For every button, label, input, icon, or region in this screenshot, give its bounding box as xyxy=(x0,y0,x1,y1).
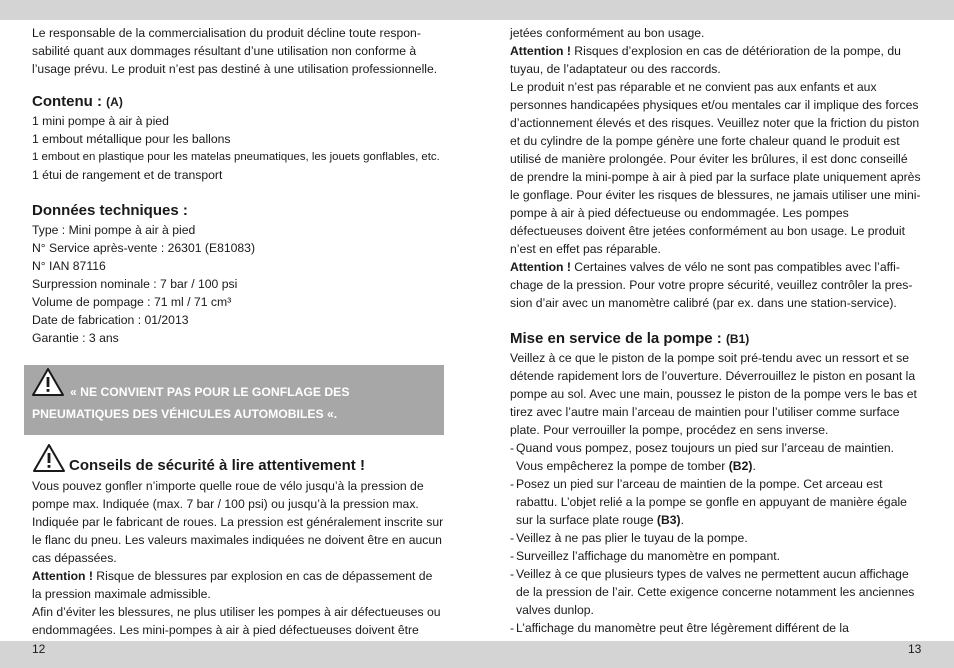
page-number-left: 12 xyxy=(32,642,46,656)
continued-line: jetées conformément au bon usage. xyxy=(510,26,705,40)
safety-heading-row xyxy=(32,443,444,477)
figure-ref-b3: (B3) xyxy=(656,513,681,527)
setup-intro: Veillez à ce que le piston de la pompe soit pré-tendu avec un ressort et se détende rapidement lors de l’ouverture. Déverrouillez le piston en posant la pompe au sol. Avec une main, poussez le piston de la pompe vers le bas et tirez avec l’autre main l’arceau de maintien pour l’utiliser comme surface plate. Pour verrouiller la pompe, procédez en sens inverse. xyxy=(510,351,917,437)
bullet-text-main: Posez un pied sur l’arceau de maintien de la pompe. Cet arceau est rabattu. L’objet relié a la pompe se gonfle en appuyant de manière égale sur la surface plate rouge xyxy=(516,477,907,527)
bullet-dash: - xyxy=(510,549,515,563)
bullet-text: L’affichage du manomètre peut être légèrement différent de la xyxy=(516,621,849,635)
contents-list xyxy=(32,112,444,184)
setup-heading-text: Mise en service de la pompe : xyxy=(510,330,722,347)
spec-line: Type : Mini pompe à air à pied xyxy=(32,223,196,237)
setup-figure-ref: (B1) xyxy=(725,332,750,346)
warning-triangle-icon xyxy=(31,367,65,397)
safety-paragraph-2 xyxy=(32,567,444,603)
header-bar xyxy=(0,0,954,20)
list-item xyxy=(510,475,922,529)
contents-figure-ref: (A) xyxy=(106,95,123,109)
technical-list xyxy=(32,221,444,347)
contents-heading xyxy=(32,92,444,112)
product-paragraph: Le produit n’est pas réparable et ne convient pas aux enfants et aux personnes handicapées physiques et/ou mentales car il implique des forces d’actionnement élevés et des risques. Veuillez noter que la friction du piston et du cylindre de la pompe génère une forte chaleur quand le produit est utilisé de manière prolongée. Pour éviter les brûlures, il est donc conseillé de prendre la mini-pompe à air à pied par la surface plate uniquement après le gonflage. Pour éviter les risques de blessures, ne jamais utiliser une mini-pompe à air à pied défectueuse ou endommagée. Les pompes défectueuses doivent être jetées conformément au bon usage. Le produit n’est en effet pas réparable. xyxy=(510,80,921,256)
bullet-dash: - xyxy=(510,531,515,545)
bullet-text-end: . xyxy=(752,459,756,473)
technical-heading: Données techniques : xyxy=(32,202,188,219)
figure-ref-b2: (B2) xyxy=(728,459,753,473)
spec-line: Surpression nominale : 7 bar / 100 psi xyxy=(32,277,238,291)
bullet-text xyxy=(516,439,922,475)
attention-paragraph-2 xyxy=(510,258,922,312)
attention-paragraph-1 xyxy=(510,42,922,78)
bullet-text-end: . xyxy=(680,513,685,527)
page-number-right: 13 xyxy=(908,642,922,656)
safety-heading: Conseils de sécurité à lire attentivement ! xyxy=(69,457,365,474)
left-page-content xyxy=(32,24,444,639)
safety-paragraph-1: Vous pouvez gonfler n’importe quelle roue de vélo jusqu’à la pression de pompe max. Indiquée (max. 7 bar / 100 psi) ou jusqu’à la pression max. Indiquée par le fabricant de roues. La pression est généralement inscrite sur le flanc du pneu. Les valeurs maximales indiquées ne doivent être en aucun cas dépassées. xyxy=(32,479,444,565)
bullet-dash: - xyxy=(510,477,515,491)
bullet-text-main: Quand vous pompez, posez toujours un pied sur l’arceau de maintien. Vous empêcherez la pompe de tomber xyxy=(516,441,895,473)
safety-paragraph-3: Afin d’éviter les blessures, ne plus utiliser les pompes à air défectueuses ou endommagées. Les mini-pompes à air à pied défectueuses doivent être xyxy=(32,605,441,637)
spec-line: N° Service après-vente : 26301 (E81083) xyxy=(32,241,256,255)
warning-line-2: PNEUMATIQUES DES VÉHICULES AUTOMOBILES «. xyxy=(32,407,338,421)
attention-label: Attention ! xyxy=(510,260,571,274)
attention-paragraph-1-text: Risques d’explosion en cas de détérioration de la pompe, du tuyau, de l’adaptateur ou des raccords. xyxy=(510,44,901,76)
list-item xyxy=(510,529,922,547)
bullet-text: Surveillez l’affichage du manomètre en pompant. xyxy=(516,549,780,563)
bullet-dash: - xyxy=(510,567,515,581)
bullet-text xyxy=(516,475,922,529)
attention-label: Attention ! xyxy=(510,44,571,58)
contents-heading-text: Contenu : xyxy=(32,93,102,110)
list-item: 1 embout métallique pour les ballons xyxy=(32,132,231,146)
bullet-text: Veillez à ne pas plier le tuyau de la pompe. xyxy=(516,531,748,545)
bullet-dash: - xyxy=(510,441,515,455)
right-page-content xyxy=(510,24,922,655)
spec-line: Volume de pompage : 71 ml / 71 cm³ xyxy=(32,295,232,309)
footer-bar xyxy=(0,641,954,668)
spec-line: Date de fabrication : 01/2013 xyxy=(32,313,189,327)
list-item xyxy=(510,439,922,475)
list-item xyxy=(510,547,922,565)
warning-triangle-icon xyxy=(32,443,66,473)
attention-paragraph-2-text: Certaines valves de vélo ne sont pas compatibles avec l’affi-chage de la pression. Pour votre propre sécurité, veuillez contrôler la pres-sion d’air avec un manomètre calibré (par ex. dans une station-service). xyxy=(510,260,913,310)
setup-heading xyxy=(510,329,922,349)
bullet-dash: - xyxy=(510,621,515,635)
warning-line-1: « NE CONVIENT PAS POUR LE GONFLAGE DES xyxy=(70,385,350,399)
list-item: 1 étui de rangement et de transport xyxy=(32,168,223,182)
list-item xyxy=(510,565,922,619)
tire-warning-box xyxy=(24,365,444,435)
spec-line: Garantie : 3 ans xyxy=(32,331,119,345)
intro-paragraph: Le responsable de la commercialisation du produit décline toute respon-sabilité quant aux dommages résultant d’une utilisation non conforme à l’usage prévu. Le produit n’est pas destiné à une utilisation professionnelle. xyxy=(32,26,438,76)
list-item: 1 embout en plastique pour les matelas pneumatiques, les jouets gonflables, etc. xyxy=(32,151,440,163)
bullet-text: Veillez à ce que plusieurs types de valves ne permettent aucun affichage de la pression de l’air. Cette exigence concerne notamment les anciennes valves dunlop. xyxy=(516,567,915,617)
attention-label: Attention ! xyxy=(32,569,93,583)
safety-paragraph-2-text: Risque de blessures par explosion en cas de dépassement de la pression maximale admissible. xyxy=(32,569,433,601)
spec-line: N° IAN 87116 xyxy=(32,259,106,273)
list-item: 1 mini pompe à air à pied xyxy=(32,114,169,128)
